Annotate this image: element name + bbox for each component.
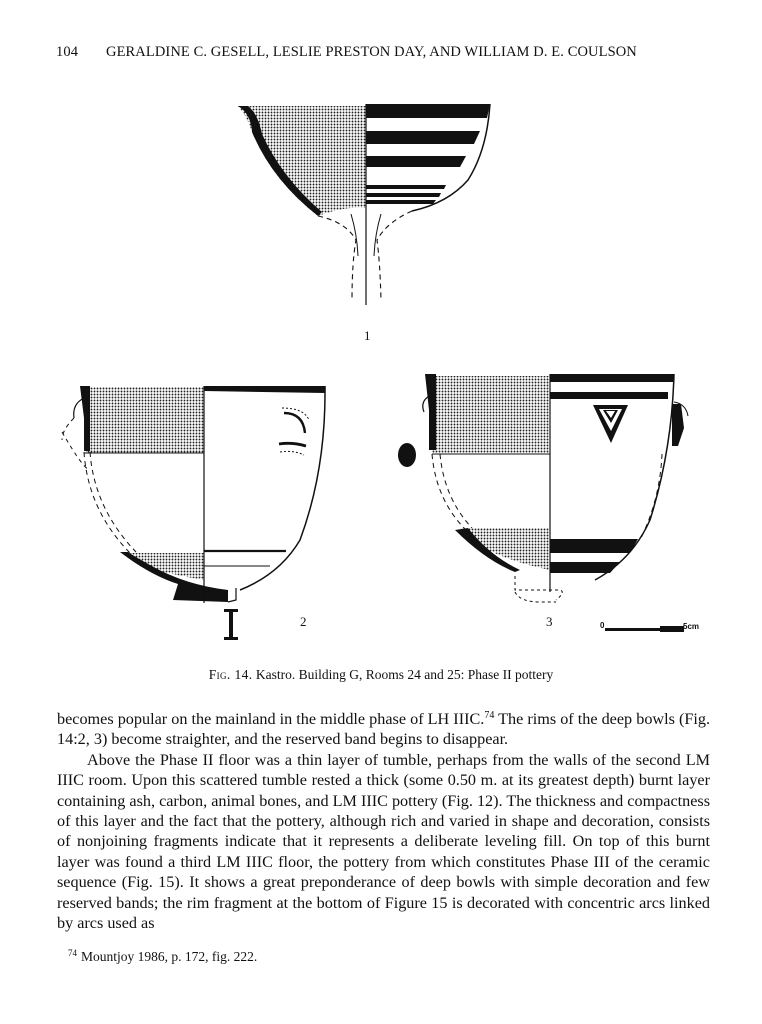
scale-end-label: 5cm	[683, 622, 700, 631]
vessel-1-label: 1	[364, 328, 371, 343]
vessel-1-bands	[366, 104, 490, 204]
vessel-3-label: 3	[546, 614, 553, 629]
caption-text: Kastro. Building G, Rooms 24 and 25: Phase II pottery	[255, 667, 554, 682]
scale-bar	[605, 626, 684, 632]
footnote-ref-74: 74	[484, 710, 495, 721]
figure-caption	[0, 667, 762, 683]
footnote-number: 74	[68, 948, 77, 958]
author-line: GERALDINE C. GESELL, LESLIE PRESTON DAY, AND WILLIAM D. E. COULSON	[106, 44, 637, 60]
footnote-74	[68, 949, 708, 965]
vessel-2-deep-bowl	[62, 386, 325, 640]
caption-prefix: Fig. 14.	[208, 667, 253, 682]
paragraph-2: Above the Phase II floor was a thin layer of tumble, perhaps from the walls of the second LM IIIC room. Upon this scattered tumble rested a thick (some 0.50 m. at its greatest depth) burnt layer containing ash, carbon, animal bones, and LM IIIC pottery (Fig. 12). The thickness and compactness of this layer and the fact that the pottery, although rich and varied in shape and decoration, consists of nonjoining fragments indicate that it represents a deliberate leveling fill. On top of this burnt layer was found a third LM IIIC floor, the pottery from which constitutes Phase III of the ceramic sequence (Fig. 15). It shows a great preponderance of deep bowls with simple decoration and few reserved bands; the rim fragment at the bottom of Figure 15 is decorated with concentric arcs linked by arcs used as	[57, 750, 710, 933]
vessel-3-deep-bowl	[398, 374, 688, 602]
page-number: 104	[56, 44, 79, 60]
body-text	[57, 709, 710, 933]
footnote-text: Mountjoy 1986, p. 172, fig. 222.	[81, 949, 258, 964]
paragraph-1: becomes popular on the mainland in the middle phase of LH IIIC.$^{74}$ The rims of the deep bowls (Fig. 14:2, 3) become straighter, and the reserved band begins to disappear.	[57, 710, 710, 749]
scale-zero-label: 0	[600, 621, 605, 630]
vessel-1-goblet	[238, 104, 490, 305]
vessel-2-label: 2	[300, 614, 307, 629]
